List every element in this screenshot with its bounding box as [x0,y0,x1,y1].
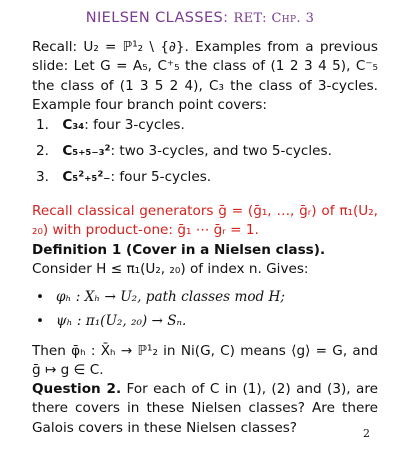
question-title: Question 2. [32,381,122,397]
list-item: • ψₕ : π₁(U₂, ₂₀) → Sₙ. [36,313,187,329]
definition-title: Definition 1 (Cover in a Nielsen class). [32,242,326,258]
question-paragraph [32,380,378,438]
list-item: 2. C₅₊₅₋₃²: two 3-cycles, and two 5-cycles. [36,143,332,159]
generators-paragraph: Recall classical generators ḡ = (ḡ₁, …, ḡᵣ) of π₁(U₂, ₂₀) with product-one: ḡ₁ ⋯ ḡᵣ = 1. [32,203,378,239]
title-sub: RET: Chp. 3 [233,11,315,26]
class-desc: : four 3-cycles. [84,117,185,133]
then-paragraph: Then φ̄ₕ : X̄ₕ → ℙ¹₂ in Ni(G, C) means ⟨g⟩ = G, and ḡ ↦ g ∈ C. [32,343,378,379]
class-desc: : two 3-cycles, and two 5-cycles. [110,143,332,159]
title-main: NIELSEN CLASSES: [85,10,229,26]
branch-point-list [32,116,378,194]
list-item: 3. C₅²₊₅²₋: four 5-cycles. [36,169,212,185]
definition-bullets [32,288,378,336]
list-item: 1. C₃₄: four 3-cycles. [36,117,185,133]
class-label: C₃₄ [62,117,85,133]
class-desc: : four 5-cycles. [110,169,212,185]
definition-text: Consider H ≤ π₁(U₂, ₂₀) of index n. Gives: [32,261,309,277]
question-text: For each of C in (1), (2) and (3), are there covers in these Nielsen classes? Are there Galois covers in these Nielsen classes? [32,381,378,436]
recall-paragraph: Recall: U₂ = ℙ¹₂ \ {∂}. Examples from a previous slide: Let G = A₅, C⁺₅ the class of (1 2 3 4 5), C⁻₅ the class of (1 3 5 2 4), C₃ the class of 3-cycles. Example four branch point covers: [32,39,378,114]
class-label: C₅₊₅₋₃² [62,143,111,159]
slide-title [0,10,400,26]
list-item: • φₕ : Xₕ → U₂, path classes mod H; [36,289,285,305]
page-number: 2 [363,427,370,440]
class-label: C₅²₊₅²₋ [62,169,111,185]
